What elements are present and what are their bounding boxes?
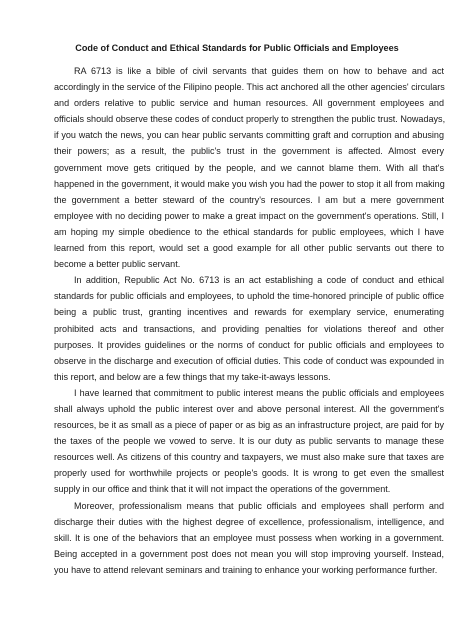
text-line: supply in our office and think that it will not impact the operations of the government. — [54, 484, 391, 495]
text-line: RA 6713 is like a bible of civil servants that guides them on how to behave and act — [74, 66, 444, 76]
paragraph — [54, 498, 444, 578]
text-line: the government a better steward of the country's resources. I am but a mere government — [54, 194, 444, 205]
text-line: purposes. It provides guidelines or the norms of conduct for public officials and employees to — [54, 339, 444, 350]
text-line: properly used for worthwhile projects or people's goods. It is wrong to get even the smallest — [54, 468, 444, 479]
text-line: shall always uphold the public interest over and above personal interest. All the government's — [54, 403, 444, 414]
text-line: become a better public servant. — [54, 259, 181, 270]
text-line: you have to attend relevant seminars and training to enhance your working performance further. — [54, 564, 438, 575]
text-line: standards for public officials and employees, to uphold the time-honored principle of public office — [54, 291, 444, 302]
text-line: and orders relative to public service and human resources. All government employees and — [54, 98, 444, 109]
text-line: observe in the discharge and execution of official duties. This code of conduct was expounded in — [54, 355, 444, 366]
text-line: discharge their duties with the highest degree of excellence, professionalism, intelligence, and — [54, 516, 444, 527]
document-title: Code of Conduct and Ethical Standards for Public Officials and Employees — [75, 43, 399, 53]
text-line: Being accepted in a government post does not mean you will stop improving yourself. Instead, — [54, 548, 444, 559]
text-line: government move gets critiqued by the people, and we cannot blame them. With all that's — [54, 162, 444, 173]
text-line: learned from this report, would set a good example for all other public servants out there to — [54, 243, 444, 254]
paragraph — [54, 272, 444, 385]
text-line: resources, be it as small as a piece of paper or as big as an infrastructure project, are paid for by — [54, 420, 444, 431]
paragraph — [54, 385, 444, 498]
text-line: skill. It is one of the behaviors that an employee must possess when working in a government. — [54, 532, 444, 543]
text-line: employee with no deciding power to make a great impact on the government's operations. Still, I — [54, 210, 444, 221]
paragraph — [54, 63, 444, 272]
document-body — [54, 63, 444, 578]
text-line: officials should observe these codes of conduct properly to strengthen the public trust. Nowadays, — [54, 114, 446, 125]
text-line: their powers; as a result, the public's trust in the government is affected. Almost every — [54, 146, 444, 157]
text-line: the taxes of the people we vowed to serve. It is our duty as public servants to manage these — [54, 436, 444, 447]
text-line: I have learned that commitment to public interest means the public officials and employees — [74, 387, 444, 398]
text-line: prohibited acts and transactions, and providing penalties for violations thereof and other — [54, 323, 444, 334]
text-line: In addition, Republic Act No. 6713 is an act establishing a code of conduct and ethical — [74, 275, 444, 286]
text-line: accordingly in the service of the Filipino people. This act anchored all the other agencies' circulars — [54, 82, 445, 93]
text-line: being a public trust, granting incentives and rewards for exemplary service, enumerating — [54, 307, 444, 318]
text-line: resources well. As citizens of this country and taxpayers, we must also make sure that taxes are — [54, 452, 444, 463]
text-line: Moreover, professionalism means that public officials and employees shall perform and — [74, 500, 444, 511]
text-line: am hoping my simple obedience to the ethical standards for public employees, which I have — [54, 226, 444, 237]
text-line: if you watch the news, you can hear public servants committing graft and corruption and abusing — [54, 130, 444, 141]
text-line: this report, and below are a few things that my take-it-aways lessons. — [54, 371, 331, 382]
text-line: happened in the government, it would make you wish you had the power to stop it all from making — [54, 178, 445, 189]
